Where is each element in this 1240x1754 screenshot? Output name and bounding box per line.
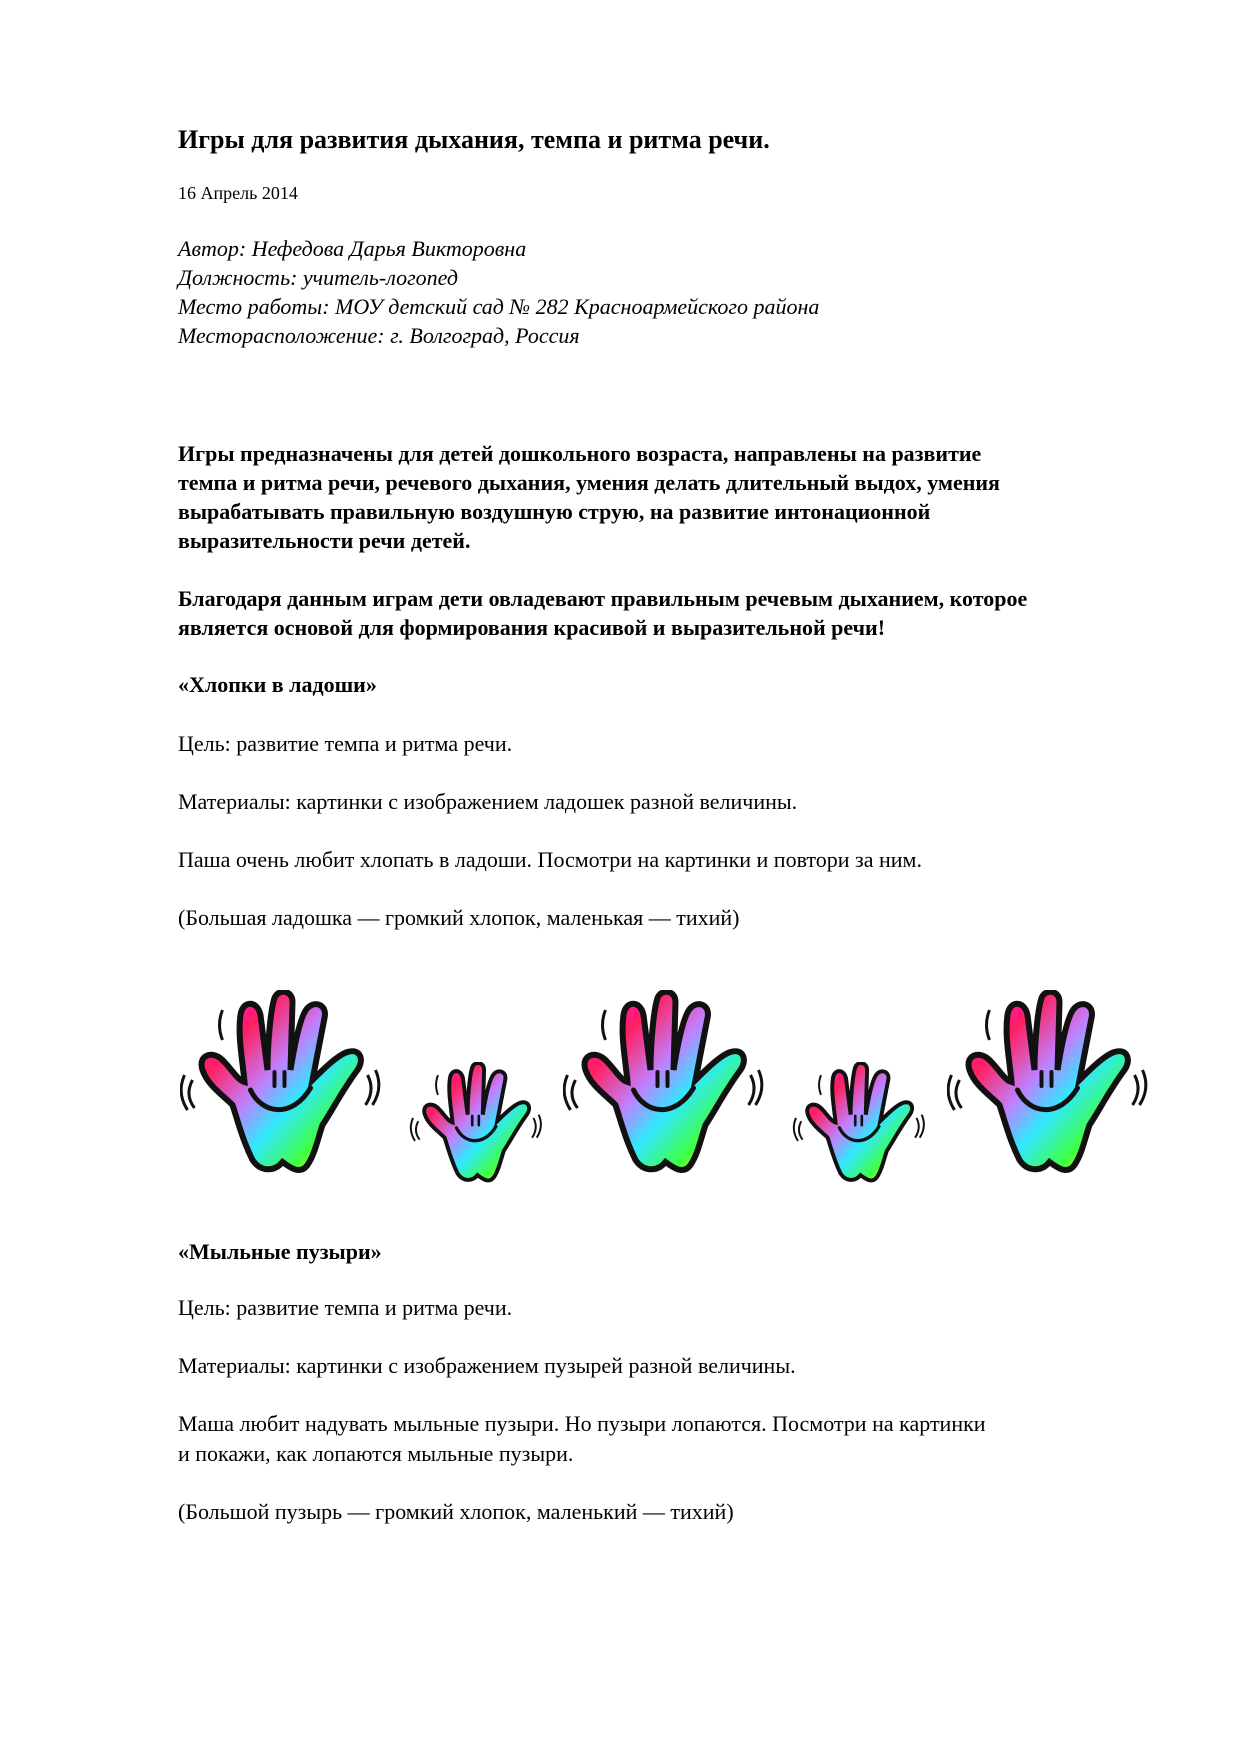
- workplace-line: Место работы: МОУ детский сад № 282 Красноармейского района: [178, 294, 820, 319]
- hand-small-icon: [411, 1063, 541, 1180]
- hand-big-icon: [564, 992, 762, 1170]
- hand-big-icon: [948, 992, 1146, 1170]
- intro-line: выразительности речи детей.: [178, 528, 471, 553]
- game1-heading: «Хлопки в ладоши»: [178, 672, 377, 697]
- game2-heading: «Мыльные пузыри»: [178, 1239, 382, 1264]
- game1-text: Паша очень любит хлопать в ладоши. Посмотри на картинки и повтори за ним.: [178, 847, 922, 872]
- publication-date: 16 Апрель 2014: [178, 183, 298, 203]
- game2-note: (Большой пузырь — громкий хлопок, маленький — тихий): [178, 1499, 734, 1524]
- game2-goal: Цель: развитие темпа и ритма речи.: [178, 1295, 513, 1320]
- game2-materials: Материалы: картинки с изображением пузырей разной величины.: [178, 1353, 796, 1378]
- intro2-line: является основой для формирования красивой и выразительной речи!: [178, 615, 886, 640]
- author-line: Автор: Нефедова Дарья Викторовна: [178, 236, 527, 261]
- intro2-line: Благодаря данным играм дети овладевают правильным речевым дыханием, которое: [178, 586, 1028, 611]
- game1-materials: Материалы: картинки с изображением ладошек разной величины.: [178, 789, 798, 814]
- game2-text-line: Маша любит надувать мыльные пузыри. Но пузыри лопаются. Посмотри на картинки: [178, 1411, 986, 1436]
- page-title: Игры для развития дыхания, темпа и ритма речи.: [178, 125, 770, 154]
- location-line: Месторасположение: г. Волгоград, Россия: [178, 323, 580, 348]
- intro-line: вырабатывать правильную воздушную струю, на развитие интонационной: [178, 499, 931, 524]
- game1-goal: Цель: развитие темпа и ритма речи.: [178, 731, 513, 756]
- game1-note: (Большая ладошка — громкий хлопок, маленькая — тихий): [178, 905, 740, 930]
- game2-text-line: и покажи, как лопаются мыльные пузыри.: [178, 1441, 574, 1466]
- hand-big-icon: [181, 992, 379, 1170]
- intro-line: Игры предназначены для детей дошкольного возраста, направлены на развитие: [178, 441, 982, 466]
- position-line: Должность: учитель-логопед: [178, 265, 458, 290]
- intro-line: темпа и ритма речи, речевого дыхания, умения делать длительный выдох, умения: [178, 470, 1000, 495]
- hand-small-icon: [794, 1063, 924, 1180]
